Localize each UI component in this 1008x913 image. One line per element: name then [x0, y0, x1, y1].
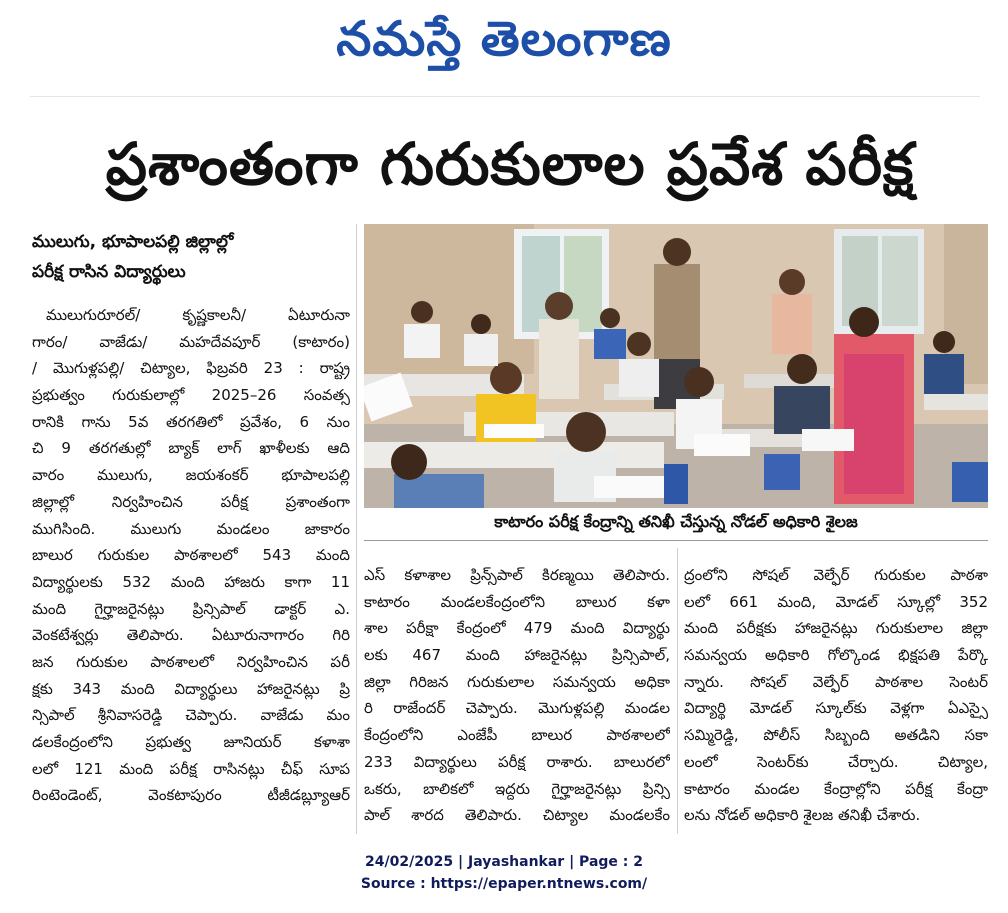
column-line: కాటారం మండలకేంద్రంలోని బాలుర కళా [364, 592, 670, 611]
column-line: న్నారు. సోషల్ వెల్ఫేర్ పాఠశాల సెంటర్ [684, 672, 988, 691]
column-line: క్షకు 343 మంది విద్యార్థులు హాజరైనట్లు ప్రి [32, 679, 350, 698]
column-line: విద్యార్థులకు 532 మంది హాజరు కాగా 11 [32, 572, 350, 591]
column-line: లలో 661 మంది, మోడల్ స్కూల్లో 352 [684, 592, 988, 611]
column-line: లంలో సెంటర్‌కు చేర్చారు. చిట్యాల, [684, 752, 988, 771]
column-line: / మొగుళ్లపల్లి/ చిట్యాల, ఫిబ్రవరి 23 : రాష్ట్ర [32, 359, 350, 378]
masthead-divider [30, 96, 980, 97]
column-line: శాల పరీక్షా కేంద్రంలో 479 మంది విద్యార్థు [364, 619, 670, 638]
column-line: లకు 467 మంది హాజరైనట్లు ప్రిన్సిపాల్, [364, 646, 670, 665]
masthead-logo: నమస్తే తెలంగాణ [336, 10, 672, 67]
article-column-3 [684, 562, 988, 829]
column-line: కాటారం మండల కేంద్రాల్లోని పరీక్ష కేంద్రా [684, 779, 988, 798]
subheading-line-1: ములుగు, భూపాలపల్లి జిల్లాల్లో [32, 232, 234, 252]
column-line: న్సిపాల్ శ్రీనివాసరెడ్డి చెప్పారు. వాజేడు మం [32, 706, 350, 725]
column-line: బాలుర గురుకుల పాఠశాలలో 543 మంది [32, 546, 350, 565]
column-line: జిల్లా గిరిజన గురుకులాల సమన్వయ అధికా [364, 672, 670, 691]
column-line: వెంకటేశ్వర్లు తెలిపారు. ఏటూరునాగారం గిరి [32, 626, 350, 645]
photo-caption: కాటారం పరీక్ష కేంద్రాన్ని తనిఖీ చేస్తున్న నోడల్ అధికారి శైలజ [494, 512, 858, 531]
column-line: గారం/ వాజేడు/ మహదేవపూర్ (కాటారం) [32, 332, 350, 351]
column-line: చి 9 తరగతుల్లో బ్యాక్ లాగ్ ఖాళీలకు ఆది [32, 439, 350, 458]
column-line: ముగిసింది. ములుగు మండలం జాకారం [32, 519, 350, 538]
article-column-1 [32, 302, 350, 809]
column-line: రి రాజేందర్ చెప్పారు. మొగుళ్లపల్లి మండల [364, 699, 670, 718]
column-divider [356, 224, 357, 834]
column-line: లను నోడల్ అధికారి శైలజ తనిఖీ చేశారు. [684, 806, 921, 825]
column-line: పాల్ శారద తెలిపారు. చిట్యాల మండలకేం [364, 806, 670, 825]
article-column-2 [364, 562, 670, 829]
column-line: కేంద్రంలోని ఎంజేపీ బాలుర పాఠశాలలో [364, 726, 670, 745]
footer-date-edition: 24/02/2025 | Jayashankar | Page : 2 [365, 854, 643, 870]
column-line: ములుగురూరల్/ కృష్ణకాలనీ/ ఏటూరునా [46, 306, 350, 324]
column-line: మంది పరీక్షకు హాజరైనట్లు గురుకులాల జిల్లా [684, 619, 988, 638]
column-line: ఒకరు, బాలికలో ఇద్దరు గైర్హాజరైనట్లు ప్రిన్సి [364, 779, 670, 798]
column-line: జిల్లాల్లో నిర్వహించిన పరీక్ష ప్రశాంతంగా [32, 492, 350, 511]
column-line: విద్యార్థి మోడల్ స్కూల్‌కు వెళ్లగా ఏఎస్సై [684, 699, 988, 718]
caption-divider [364, 540, 988, 541]
column-line: లలో 121 మంది పరీక్ష రాసినట్లు చీఫ్ సూప [32, 759, 350, 778]
column-line: డలకేంద్రంలోని ప్రభుత్వ జూనియర్ కళాశా [32, 733, 350, 751]
column-divider [677, 548, 678, 834]
footer-source: Source : https://epaper.ntnews.com/ [360, 876, 648, 892]
article-photo [364, 224, 988, 508]
column-line: మంది గైర్హాజరైనట్లు ప్రిన్సిపాల్ డాక్టర్ ఎ. [32, 599, 350, 618]
subheading-line-2: పరీక్ష రాసిన విద్యార్థులు [32, 262, 186, 282]
column-line: ప్రభుత్వం గురుకులాల్లో 2025–26 సంవత్స [32, 386, 350, 405]
column-line: సమ్మిరెడ్డి, పోలీస్ సిబ్బంది అతడిని సకా [684, 726, 988, 745]
column-line: ఎస్ కళాశాల ప్రిన్స్‌పాల్ కిరణ్మయి తెలిపారు. [364, 566, 670, 584]
column-line: ద్రంలోని సోషల్ వెల్ఫేర్ గురుకుల పాఠశా [684, 566, 988, 584]
column-line: 233 విద్యార్థులు పరీక్ష రాశారు. బాలురలో [364, 752, 670, 771]
column-line: జన గురుకుల పాఠశాలలో నిర్వహించిన పరీ [32, 652, 350, 671]
column-line: రానికి గాను 5వ తరగతిలో ప్రవేశం, 6 నుం [32, 412, 350, 431]
column-line: వారం ములుగు, జయశంకర్ భూపాలపల్లి [32, 466, 350, 485]
headline: ప్రశాంతంగా గురుకులాల ప్రవేశ పరీక్ష [105, 130, 915, 198]
column-line: సమన్వయ అధికారి గోల్కొండ భిక్షపతి పేర్కొ [684, 646, 988, 665]
column-line: రింటెండెంట్, వెంకటాపురం టీజీడబ్ల్యూఆర్ [32, 786, 350, 805]
